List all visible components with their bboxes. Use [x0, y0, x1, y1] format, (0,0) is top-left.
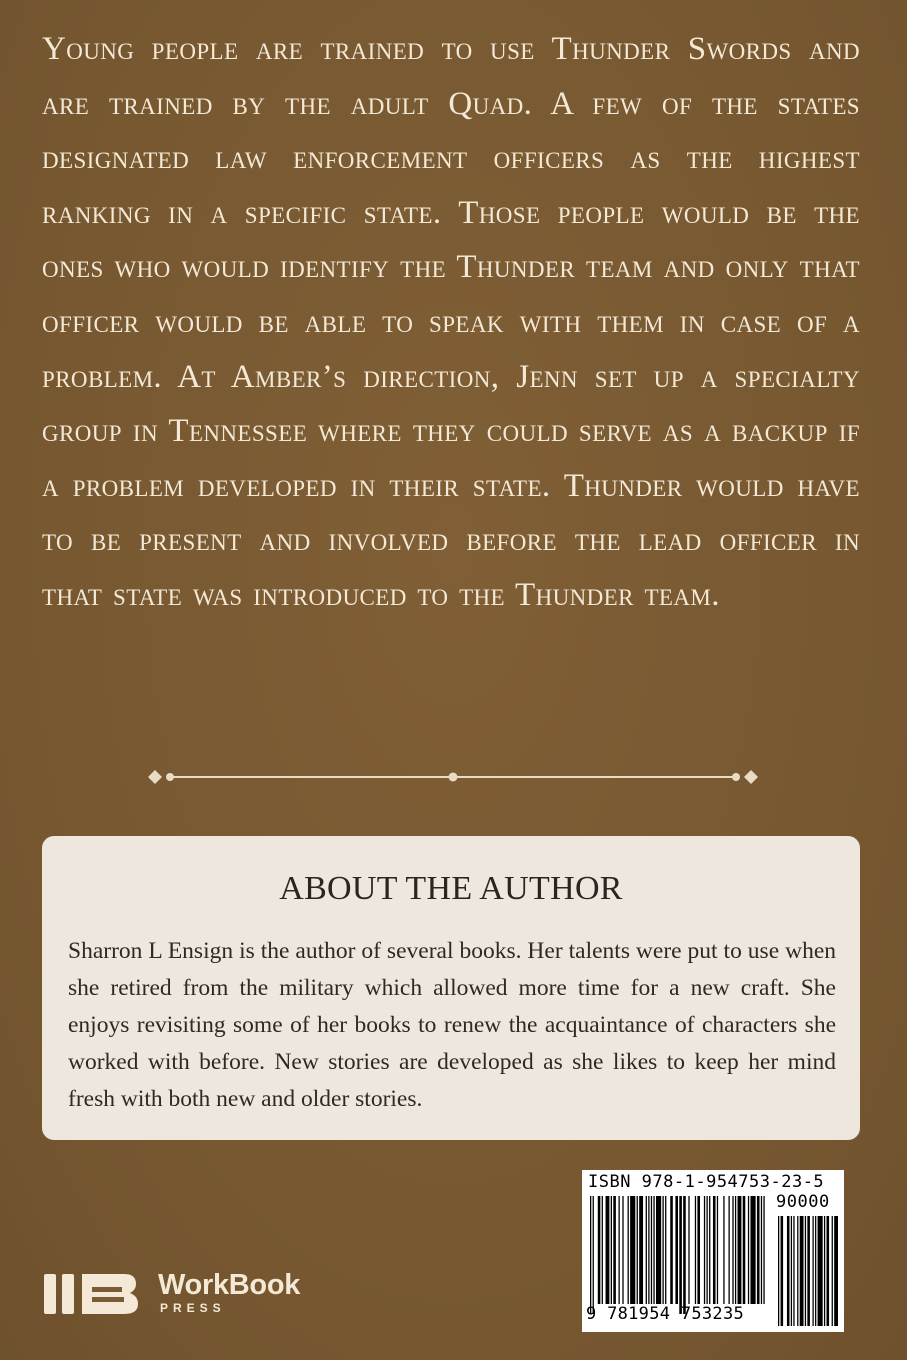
publisher-logo [44, 1268, 344, 1318]
workbook-logo-icon [44, 1270, 140, 1316]
about-text: Sharron L Ensign is the author of several books. Her talents were put to use when she retired from the military which allowed more time for a new craft. She enjoys revisiting some of her books to renew the acquaintance of characters she worked with before. New stories are developed as she likes to keep her mind fresh with both new and older stories. [68, 938, 836, 1112]
isbn-label: ISBN 978-1-954753-23-5 [588, 1172, 825, 1192]
about-the-author-panel [42, 836, 860, 1140]
isbn-barcode [582, 1170, 844, 1332]
price-addon-bars [778, 1216, 838, 1326]
price-code: 90000 [776, 1192, 830, 1212]
ornamental-divider [146, 763, 760, 791]
about-title: ABOUT THE AUTHOR [279, 870, 623, 907]
publisher-subtitle: PRESS [160, 1301, 226, 1315]
publisher-name: WorkBook [158, 1269, 301, 1301]
barcode-digits: 9 781954 753235 [586, 1304, 745, 1324]
blurb-text: Young people are trained to use Thunder Swords and are trained by the adult Quad. A few of the states designated law enforcement officers as the highest ranking in a specific state. Those people would be the ones who would identify the Thunder team and only that officer would be able to speak with them in case of a problem. At Amber’s direction, Jenn set up a specialty group in Tennessee where they could serve as a backup if a problem developed in their state. Thunder would have to be present and involved before the lead officer in that state was introduced to the Thunder team. [42, 31, 860, 613]
ean13-bars [590, 1196, 766, 1314]
